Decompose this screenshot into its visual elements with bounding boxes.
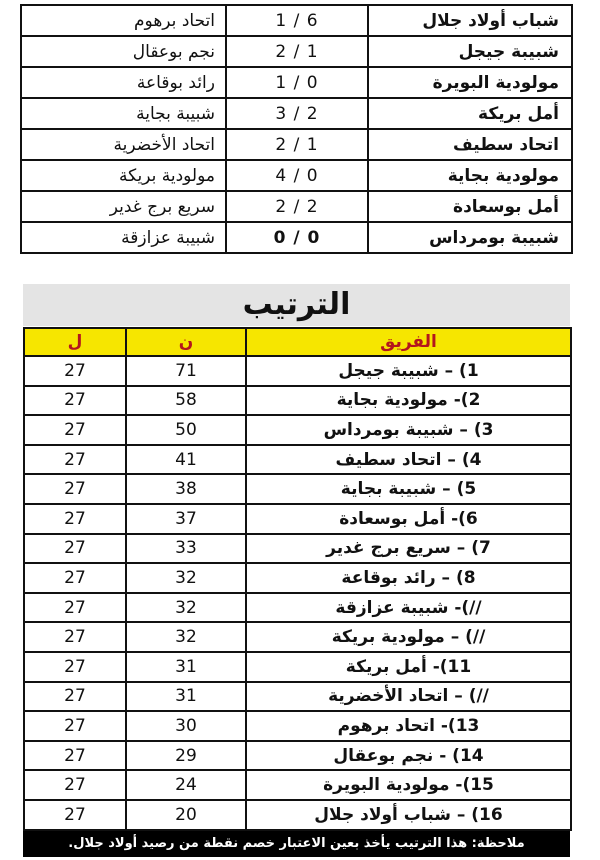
points-cell: 32 [126,563,246,593]
result-row [21,5,572,36]
team-cell: 11)- أمل بريكة [246,652,571,682]
standings-row [24,682,571,712]
standings-row [24,593,571,623]
played-cell: 27 [24,445,126,475]
team-cell: 6)- أمل بوسعادة [246,504,571,534]
points-cell: 58 [126,386,246,416]
away-team-cell: اتحاد الأخضرية [21,129,226,160]
away-team-cell: اتحاد برهوم [21,5,226,36]
score-cell: 1 / 2 [226,36,368,67]
standings-row [24,711,571,741]
score-cell: 0 / 0 [226,222,368,253]
played-cell: 27 [24,741,126,771]
played-cell: 27 [24,386,126,416]
points-cell: 38 [126,474,246,504]
points-cell: 41 [126,445,246,475]
home-team-cell: مولودية بجاية [368,160,572,191]
points-cell: 30 [126,711,246,741]
played-cell: 27 [24,622,126,652]
home-team-cell: أمل بوسعادة [368,191,572,222]
played-cell: 27 [24,593,126,623]
points-cell: 24 [126,770,246,800]
standings-table [23,327,572,831]
played-cell: 27 [24,800,126,830]
away-team-cell: سريع برج غدير [21,191,226,222]
score-cell: 0 / 4 [226,160,368,191]
standings-row [24,563,571,593]
score-cell: 2 / 3 [226,98,368,129]
played-cell: 27 [24,563,126,593]
team-cell: 16) – شباب أولاد جلال [246,800,571,830]
points-column-header: ن [126,328,246,356]
home-team-cell: شباب أولاد جلال [368,5,572,36]
result-row [21,98,572,129]
result-row [21,129,572,160]
home-team-cell: مولودية البويرة [368,67,572,98]
team-cell: 15)- مولودية البويرة [246,770,571,800]
team-cell: 5) – شبيبة بجاية [246,474,571,504]
away-team-cell: مولودية بريكة [21,160,226,191]
points-cell: 32 [126,622,246,652]
played-cell: 27 [24,682,126,712]
standings-row [24,356,571,386]
result-row [21,67,572,98]
away-team-cell: نجم بوعقال [21,36,226,67]
played-cell: 27 [24,415,126,445]
away-team-cell: رائد بوقاعة [21,67,226,98]
points-cell: 50 [126,415,246,445]
played-cell: 27 [24,356,126,386]
team-cell: 8) – رائد بوقاعة [246,563,571,593]
team-cell: //) – مولودية بريكة [246,622,571,652]
score-cell: 1 / 2 [226,129,368,160]
played-cell: 27 [24,711,126,741]
standings-row [24,386,571,416]
away-team-cell: شبيبة بجاية [21,98,226,129]
home-team-cell: شبيبة بومرداس [368,222,572,253]
points-cell: 37 [126,504,246,534]
standings-row [24,652,571,682]
standings-row [24,770,571,800]
home-team-cell: أمل بريكة [368,98,572,129]
team-cell: 7) – سريع برج غدير [246,534,571,564]
team-cell: 1) – شبيبة جيجل [246,356,571,386]
points-cell: 32 [126,593,246,623]
standings-row [24,622,571,652]
standings-row [24,504,571,534]
played-cell: 27 [24,534,126,564]
standings-row [24,534,571,564]
team-cell: 4) – اتحاد سطيف [246,445,571,475]
score-cell: 6 / 1 [226,5,368,36]
standings-row [24,800,571,830]
standings-note: ملاحظة: هذا الترتيب يأخذ بعين الاعتبار خصم نقطة من رصيد أولاد جلال. [23,831,570,857]
points-cell: 29 [126,741,246,771]
points-cell: 20 [126,800,246,830]
standings-header-row [24,328,571,356]
played-column-header: ل [24,328,126,356]
team-column-header: الفريق [246,328,571,356]
result-row [21,222,572,253]
played-cell: 27 [24,770,126,800]
points-cell: 71 [126,356,246,386]
home-team-cell: اتحاد سطيف [368,129,572,160]
team-cell: //)- شبيبة عزازقة [246,593,571,623]
points-cell: 33 [126,534,246,564]
home-team-cell: شبيبة جيجل [368,36,572,67]
standings-row [24,445,571,475]
result-row [21,191,572,222]
team-cell: 14) - نجم بوعقال [246,741,571,771]
team-cell: 3) – شبيبة بومرداس [246,415,571,445]
score-cell: 0 / 1 [226,67,368,98]
points-cell: 31 [126,652,246,682]
team-cell: //) – اتحاد الأخضرية [246,682,571,712]
standings-row [24,474,571,504]
played-cell: 27 [24,504,126,534]
team-cell: 2)- مولودية بجاية [246,386,571,416]
score-cell: 2 / 2 [226,191,368,222]
away-team-cell: شبيبة عزازقة [21,222,226,253]
played-cell: 27 [24,652,126,682]
played-cell: 27 [24,474,126,504]
standings-title: الترتيب [23,284,570,326]
standings-row [24,741,571,771]
team-cell: 13)- اتحاد برهوم [246,711,571,741]
result-row [21,36,572,67]
results-table [20,4,573,254]
points-cell: 31 [126,682,246,712]
standings-row [24,415,571,445]
result-row [21,160,572,191]
